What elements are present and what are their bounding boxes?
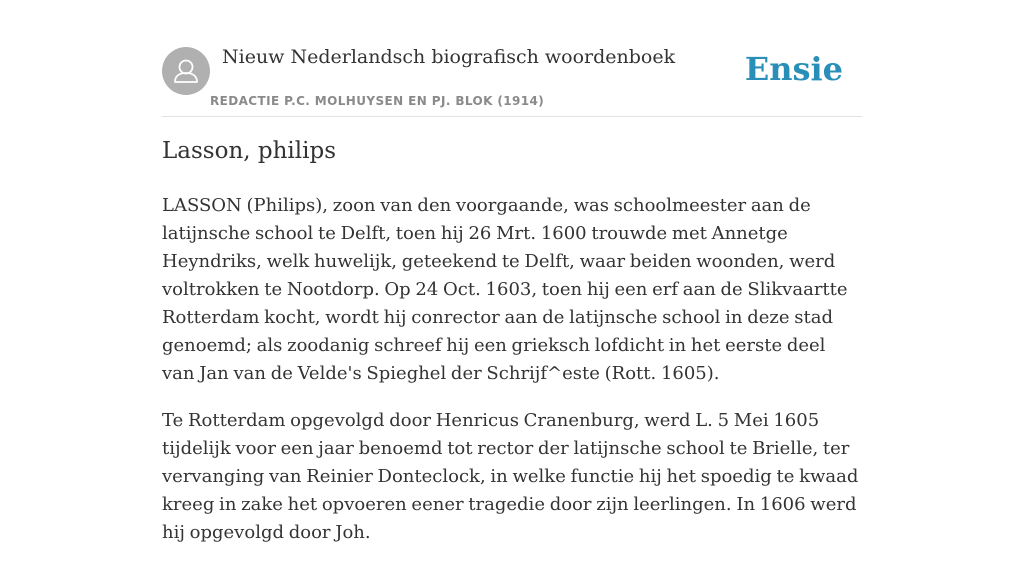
entry-title: Lasson, philips (162, 138, 337, 164)
book-title[interactable]: Nieuw Nederlandsch biografisch woordenboek (222, 46, 676, 68)
editors-subtitle: REDACTIE P.C. MOLHUYSEN EN PJ. BLOK (1914) (210, 94, 545, 108)
source-header (162, 40, 862, 117)
avatar (162, 47, 210, 95)
ensie-logo[interactable]: Ensie (744, 50, 843, 88)
entry-paragraph: Te Rotterdam opgevolgd door Henricus Cranenburg, werd L. 5 Mei 1605 tijdelijk voor een jaar benoemd tot rector der latijnsche school te Brielle, ter vervanging van Reinier Donteclock, in welke functie hij het spoedig te kwaad kreeg in zake het opvoeren eener tragedie door zijn leerlingen. In 1606 werd hij opgevolgd door Joh. (162, 410, 859, 543)
user-icon (162, 47, 210, 95)
entry-body (162, 192, 862, 566)
entry-paragraph: LASSON (Philips), zoon van den voorgaande, was schoolmeester aan de latijnsche school te Delft, toen hij 26 Mrt. 1600 trouwde met Annetge Heyndriks, welk huwelijk, geteekend te Delft, waar beiden woonden, werd voltrokken te Nootdorp. Op 24 Oct. 1603, toen hij een erf aan de Slikvaartte Rotterdam kocht, wordt hij conrector aan de latijnsche school in deze stad genoemd; als zoodanig schreef hij een grieksch lofdicht in het eerste deel van Jan van de Velde's Spieghel der Schrijf^este (Rott. 1605). (162, 195, 848, 384)
